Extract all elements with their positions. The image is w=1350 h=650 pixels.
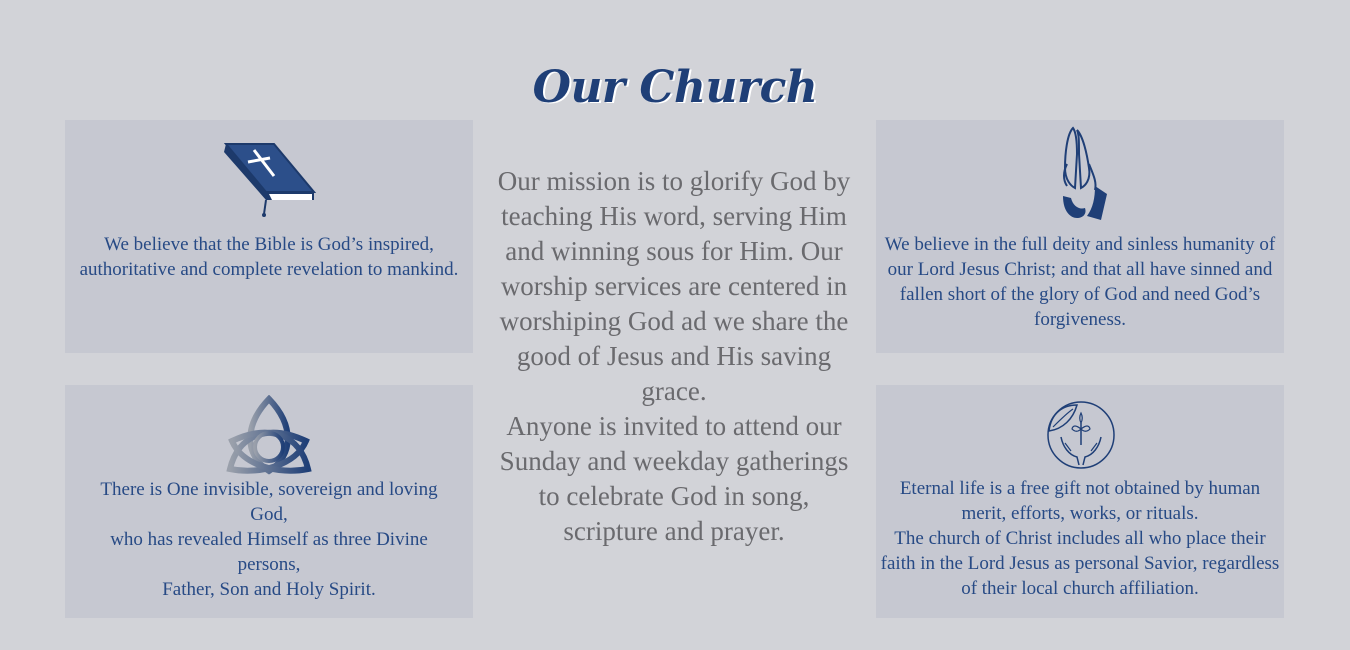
trinity-line-1: There is One invisible, sovereign and loving God, — [100, 479, 438, 525]
belief-card-jesus — [876, 120, 1284, 353]
mission-paragraph-2: Anyone is invited to attend our Sunday and weekday gatherings to celebrate God in song, scripture and prayer. — [499, 411, 849, 546]
trinity-belief-text — [65, 477, 473, 602]
jesus-belief-text: We believe in the full deity and sinless humanity of our Lord Jesus Christ; and that all have sinned and fallen short of the glory of God and need God’s forgiveness. — [884, 234, 1276, 330]
praying-hands-icon — [876, 124, 1284, 222]
trinity-line-2: who has revealed Himself as three Divine persons, — [110, 529, 428, 575]
belief-card-bible — [65, 120, 473, 353]
trinity-knot-icon — [65, 395, 473, 475]
bible-icon — [65, 142, 473, 222]
eternal-life-line-2: The church of Christ includes all who place their faith in the Lord Jesus as personal Savior, regardless of their local church affiliation. — [880, 528, 1280, 599]
hands-sprout-icon — [876, 395, 1284, 471]
eternal-life-belief-text — [876, 476, 1284, 601]
mission-statement — [494, 164, 854, 549]
trinity-line-3: Father, Son and Holy Spirit. — [162, 579, 376, 600]
bible-belief-text: We believe that the Bible is God’s inspired, authoritative and complete revelation to mankind. — [79, 234, 459, 280]
page-title: Our Church — [532, 62, 818, 113]
eternal-life-line-1: Eternal life is a free gift not obtained by human merit, efforts, works, or rituals. — [899, 478, 1261, 524]
belief-card-trinity — [65, 385, 473, 618]
mission-paragraph-1: Our mission is to glorify God by teaching His word, serving Him and winning sous for Him. Our worship services are centered in worshiping God ad we share the good of Jesus and His saving grace. — [497, 166, 851, 406]
belief-card-eternal-life — [876, 385, 1284, 618]
